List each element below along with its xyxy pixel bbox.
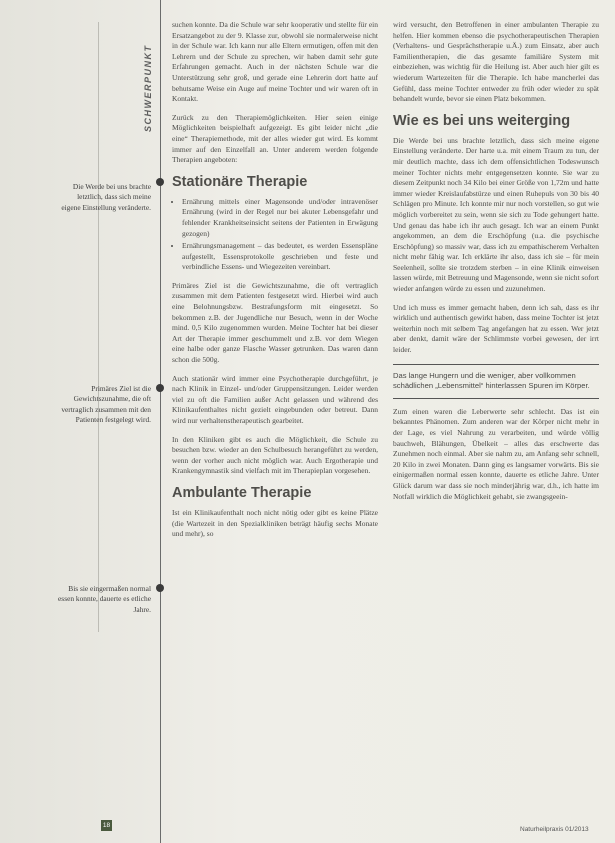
heading-stationary: Stationäre Therapie	[172, 173, 308, 190]
paragraph: Zum einen waren die Leberwerte sehr schlecht. Das ist ein bekanntes Phänomen. Zum anderen war der Körper nicht mehr in der Lage, es viel Nahrung zu verarbeiten, und würde völlig bauchweh, Blähungen, Übelkeit – alles das erschwerte das Zunehmen noch einmal. Aber sie nahm zu, am Anfang sehr schnell, 20 Kilo in zwei Monaten. Dann ging es langsamer vorwärts. Bis sie einigermaßen normal essen konnte, dauerte es etliche Jahre. Unter Glück darum war dass sie noch minderjährig war, d.h., ich hatte im Notfall wirklich die Möglichkeit gehabt, sie zwangsgeein-	[393, 406, 599, 501]
margin-note: Die Werde bei uns brachte letztlich, dass sich meine eigene Einstellung veränderte.	[61, 182, 151, 212]
paragraph: Ist ein Klinikaufenthalt noch nicht nötig oder gibt es keine Plätze (die Wartezeit in den Spezialkliniken beträgt häufig sechs Monate und mehr), so	[172, 507, 378, 539]
heading-continuation: Wie es bei uns weiterging	[393, 112, 571, 129]
page-number: 18	[102, 822, 111, 829]
pull-quote: Das lange Hungern und die weniger, aber vollkommen schädlichen „Lebensmittel“ hinterlassen Spuren im Körper.	[393, 364, 599, 399]
bullet-dot	[156, 584, 164, 592]
paragraph: Zurück zu den Therapiemöglichkeiten. Hier seien einige Möglichkeiten beispielhaft aufgezeigt. Es gibt leider nicht „die eine“ Therapiemethode, mit der alles wieder gut wird. Es kommt immer auf den Einzelfall an. Unter anderem werden folgende Therapien angeboten:	[172, 112, 378, 165]
margin-rule	[98, 22, 99, 632]
heading-ambulatory: Ambulante Therapie	[172, 484, 312, 501]
column-rule	[160, 0, 161, 843]
magazine-footer: Naturheilpraxis 01/2013	[520, 826, 589, 833]
paragraph: wird versucht, den Betroffenen in einer ambulanten Therapie zu helfen. Hier kommen ebenso die psychotherapeutischen Therapien (Verhaltens- und Gesprächstherapie u.Ä.) zum Einsatz, aber auch Familientherapien, die das gesamte familiäre System mit einbeziehen, was wichtig für die Heilung ist. Aber auch hier gilt es wiederum Wartezeiten für die Therapie. Ich habe mancherlei das Gefühl, dass meine Tochter entweder zu früh oder wieder zu spät behandelt wurde, bevor sie einen Platz bekommen.	[393, 20, 599, 104]
paragraph: Und ich muss es immer gemacht haben, denn ich sah, dass es ihr wirklich und authentisch gewirkt haben, dass meine Tochter ist jetzt weiterhin noch mit selbem Tag angefangen hat zu essen. Wer jetzt aber denkt, damit wäre der Schlimmste vorbei gewesen, der irrt leider.	[393, 302, 599, 355]
paragraph: suchen konnte. Da die Schule war sehr kooperativ und stellte für ein Ersatzangebot zu der 9. Klasse zur, obwohl sie normalerweise nicht in der Schule war. Ich kann nur alle Eltern ermutigen, offen mit den Lehrern und der Schule zu sprechen, wir haben damit sehr gute Erfahrungen gemacht. Auch in der nächsten Schule war die Unterstützung sehr groß, und gerade eine Lehrerin dort hatte auf behutsame Weise ein Auge auf meine Tochter und wir waren oft in Kontakt.	[172, 20, 378, 104]
list-item: • Ernährungsmanagement – das bedeutet, es werden Essenspläne aufgestellt, Essensprotokolle geschrieben und feste und verbindliche Essens- und Wiegezeiten vereinbart.	[182, 241, 378, 273]
margin-note: Primäres Ziel ist die Gewichtszunahme, die oft vertraglich zusammen mit den Patienten festgelegt wird.	[61, 384, 151, 425]
section-label: SCHWERPUNKT	[143, 44, 153, 132]
list-item: • Ernährung mittels einer Magensonde und/oder intravenöser Ernährung (wird in der Regel nur bei akuter Lebensgefahr und fehlender Krankheitseinsicht seitens der Patienten in Erwägung gezogen)	[182, 197, 378, 239]
bullet-dot	[156, 178, 164, 186]
column-right	[393, 20, 599, 510]
paragraph: Primäres Ziel ist die Gewichtszunahme, die oft vertraglich zusammen mit dem Patienten festgesetzt wird. Hierbei wird auch eine Belohnungsbzw. Bestrafungsform mit eingesetzt. So bekommen z.B. der Jugendliche nur Besuch, wenn in der Woche mind. 0,5 Kilo zugenommen wurden. Meine Tochter hat bei dieser Art der Therapie immer geschummelt und z.B. vor dem Wiegen eine halbe oder ganze Flasche Wasser getrunken. Das waren dann schon die 500g.	[172, 280, 378, 365]
paragraph: Auch stationär wird immer eine Psychotherapie durchgeführt, je nach Klinik in Einzel- und/oder Gruppensitzungen. Leider werden viel zu oft die Familien außer Acht gelassen und während des Klinikaufenthaltes nicht gezielt eingebunden oder betreut. Dann wird nur verhaltenstherapeutisch gearbeitet.	[172, 373, 378, 425]
margin-note: Bis sie eingermaßen normal essen konnte, dauerte es etliche Jahre.	[58, 584, 151, 614]
paragraph: In den Kliniken gibt es auch die Möglichkeit, die Schule zu besuchen bzw. wieder an den Schulbesuch herangeführt zu werden, wenn der vorher auch nicht möglich war. Auch Ergotherapie und Krankengymnastik sind vielfach mit im Therapieplan vorgesehen.	[172, 434, 378, 476]
column-left	[172, 20, 378, 548]
bullet-dot	[156, 384, 164, 392]
bullet-list	[172, 197, 378, 273]
paragraph: Die Werde bei uns brachte letztlich, dass sich meine eigene Einstellung veränderte. Der harte u.a. mit einem Traum zu tun, der mir deutlich machte, dass ich dem offensichtlichen Todeswunsch meiner Tochter nichts mehr entgegensetzen konnte. Sie war zu diesem Zeitpunkt noch 34 Kilo bei einer Größe von 1,72m und hatte immer wieder Kreislaufabstürze und einen Ruhepuls von 30 bis 40 Schlägen pro Minute. Ich konnte mir nur noch vorstellen, so gut wie möglich vorbereitet zu sein, wenn sie sich zu Tode gehungert hatte. Und genau das habe ich ihr auch gesagt. Ich war an einem Punkt angekommen, an dem die Erschöpfung (u.a. die psychische Erschöpfung) so massiv war, dass ich zu empathischerem Verhalten nicht mehr fähig war. Ich erklärte ihr also, dass ich sie – für mein Seelenheil, sollte sie trotzdem sterben – in eine Klinik einweisen lassen würde, mit Betreuung und Magensonde, wenn sie nicht sofort wieder anfangen würde zu essen und zuzunehmen.	[393, 135, 599, 294]
